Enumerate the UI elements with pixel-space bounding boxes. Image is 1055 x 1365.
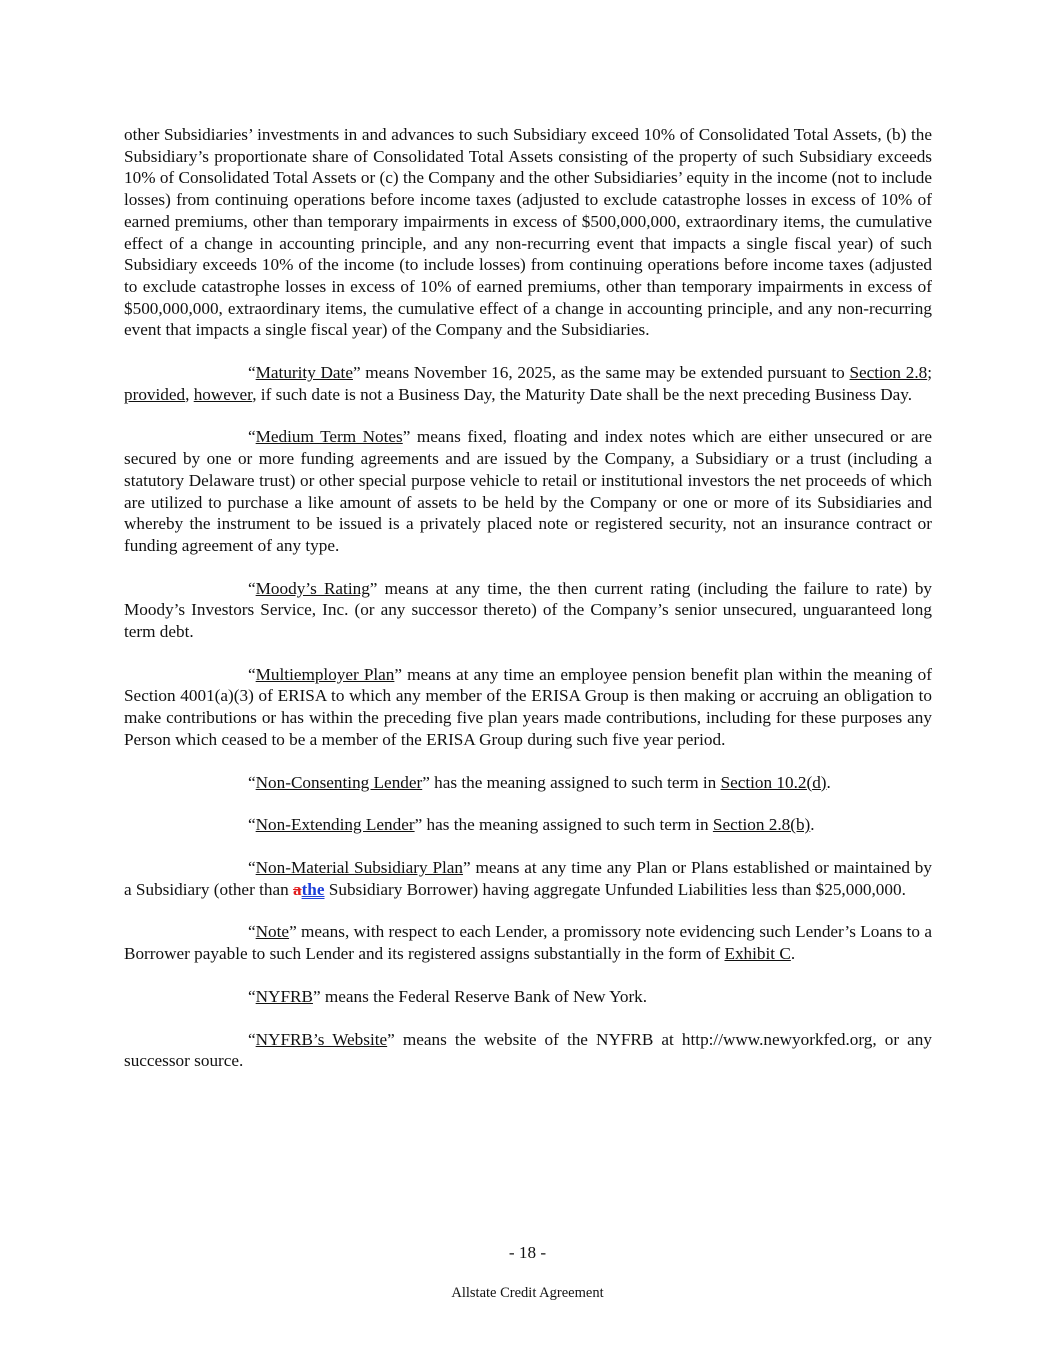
definition-non-consenting-lender bbox=[124, 772, 932, 794]
definition-non-material-subsidiary-plan bbox=[124, 857, 932, 900]
definition-text: . bbox=[810, 815, 815, 835]
definition-text: ” means at any time any Plan or Plans established or maintained by a Subsidiary (other than bbox=[124, 857, 932, 899]
exhibit-reference: Exhibit C bbox=[724, 944, 791, 964]
open-quote: “ bbox=[248, 815, 256, 835]
however-word: however bbox=[193, 384, 253, 404]
open-quote: “ bbox=[248, 772, 256, 792]
paragraph-continuation bbox=[124, 124, 932, 341]
definition-text: ” means November 16, 2025, as the same may be extended pursuant to bbox=[352, 363, 850, 383]
definition-text: ” means at any time an employee pension benefit plan within the meaning of Section 4001(a)(3) of ERISA to which any member of the ERISA Group is then making or accruing an obligation to make contributions or has within the preceding five plan years made contributions, including for these purposes any Person which ceased to be a member of the ERISA Group during such five year period. bbox=[124, 664, 932, 749]
document-body bbox=[124, 124, 932, 1093]
paragraph-text: other Subsidiaries’ investments in and advances to such Subsidiary exceed 10% of Consolidated Total Assets, (b) the Subsidiary’s proportionate share of Consolidated Total Assets consisting of the property of such Subsidiary exceeds 10% of Consolidated Total Assets or (c) the Company and the other Subsidiaries’ equity in the income (not to include losses) from continuing operations before income taxes (adjusted to exclude catastrophe losses in excess of 10% of earned premiums, other than temporary impairments in excess of $500,000,000, extraordinary items, the cumulative effect of a change in accounting principle, and any non-recurring event that impacts a single fiscal year) of such Subsidiary exceeds 10% of the income (to include losses) from continuing operations before income taxes (adjusted to exclude catastrophe losses in excess of 10% of earned premiums, other than temporary impairments in excess of $500,000,000, extraordinary items, the cumulative effect of a change in accounting principle, and any non-recurring event that impacts a single fiscal year) of the Company and the Subsidiaries. bbox=[124, 125, 932, 340]
definition-text: . bbox=[790, 944, 796, 964]
defined-term: Maturity Date bbox=[255, 363, 353, 383]
definition-medium-term-notes bbox=[124, 426, 932, 556]
open-quote: “ bbox=[248, 664, 256, 684]
document-footer: Allstate Credit Agreement bbox=[451, 1285, 604, 1301]
deleted-text: a bbox=[292, 879, 302, 899]
definition-text: ” means fixed, floating and index notes which are either unsecured or are secured by one or more funding agreements and are issued by the Company, a Subsidiary or a trust (including a statutory Delaware trust) or other special purpose vehicle to retail or institutional investors the net proceeds of which are utilized to purchase a like amount of assets to be held by the Company or one or more of its Subsidiaries and whereby the instrument to be issued is a privately placed note or registered security, not an insurance contract or funding agreement of any type. bbox=[124, 427, 932, 555]
section-reference: Section 10.2(d) bbox=[720, 772, 827, 792]
open-quote: “ bbox=[248, 857, 256, 877]
definition-text: , bbox=[185, 384, 194, 404]
definition-multiemployer-plan bbox=[124, 664, 932, 751]
defined-term: Multiemployer Plan bbox=[255, 664, 395, 684]
definition-text: . bbox=[826, 772, 831, 792]
defined-term: Non-Consenting Lender bbox=[255, 772, 423, 792]
definition-text: ” means the Federal Reserve Bank of New York. bbox=[312, 986, 648, 1006]
defined-term: NYFRB’s Website bbox=[255, 1029, 388, 1049]
defined-term: Medium Term Notes bbox=[255, 427, 403, 447]
open-quote: “ bbox=[248, 922, 256, 942]
definition-text: ” has the meaning assigned to such term in bbox=[414, 815, 713, 835]
defined-term: Non-Material Subsidiary Plan bbox=[255, 857, 464, 877]
defined-term: NYFRB bbox=[255, 986, 313, 1006]
section-reference: Section 2.8 bbox=[849, 363, 928, 383]
definition-non-extending-lender bbox=[124, 814, 932, 836]
definition-text: ” has the meaning assigned to such term in bbox=[422, 772, 721, 792]
definition-text: , if such date is not a Business Day, the Maturity Date shall be the next preceding Business Day. bbox=[252, 384, 913, 404]
definition-text: ; bbox=[927, 363, 932, 383]
open-quote: “ bbox=[248, 986, 256, 1006]
provided-word: provided bbox=[124, 384, 186, 404]
page-number: - 18 - bbox=[508, 1243, 547, 1262]
definition-text: Subsidiary Borrower) having aggregate Unfunded Liabilities less than $25,000,000. bbox=[324, 879, 906, 899]
defined-term: Note bbox=[255, 922, 290, 942]
open-quote: “ bbox=[248, 363, 256, 383]
section-reference: Section 2.8(b) bbox=[712, 815, 811, 835]
open-quote: “ bbox=[248, 578, 256, 598]
definition-text: ” means, with respect to each Lender, a promissory note evidencing such Lender’s Loans to a Borrower payable to such Lender and its registered assigns substantially in the form of bbox=[124, 922, 932, 964]
open-quote: “ bbox=[248, 1029, 256, 1049]
definition-text: ” means at any time, the then current rating (including the failure to rate) by Moody’s Investors Service, Inc. (or any successor thereto) of the Company’s senior unsecured, unguaranteed long term debt. bbox=[124, 578, 933, 642]
definition-note bbox=[124, 921, 932, 964]
defined-term: Moody’s Rating bbox=[255, 578, 370, 598]
defined-term: Non-Extending Lender bbox=[255, 815, 415, 835]
definition-nyfrb-website bbox=[124, 1029, 932, 1072]
definition-maturity-date bbox=[124, 362, 932, 405]
definition-moodys-rating bbox=[124, 578, 932, 643]
definition-nyfrb bbox=[124, 986, 932, 1008]
definition-text: ” means the website of the NYFRB at http://www.newyorkfed.org, or any successor source. bbox=[124, 1029, 932, 1071]
open-quote: “ bbox=[248, 427, 256, 447]
inserted-text: the bbox=[301, 879, 325, 899]
